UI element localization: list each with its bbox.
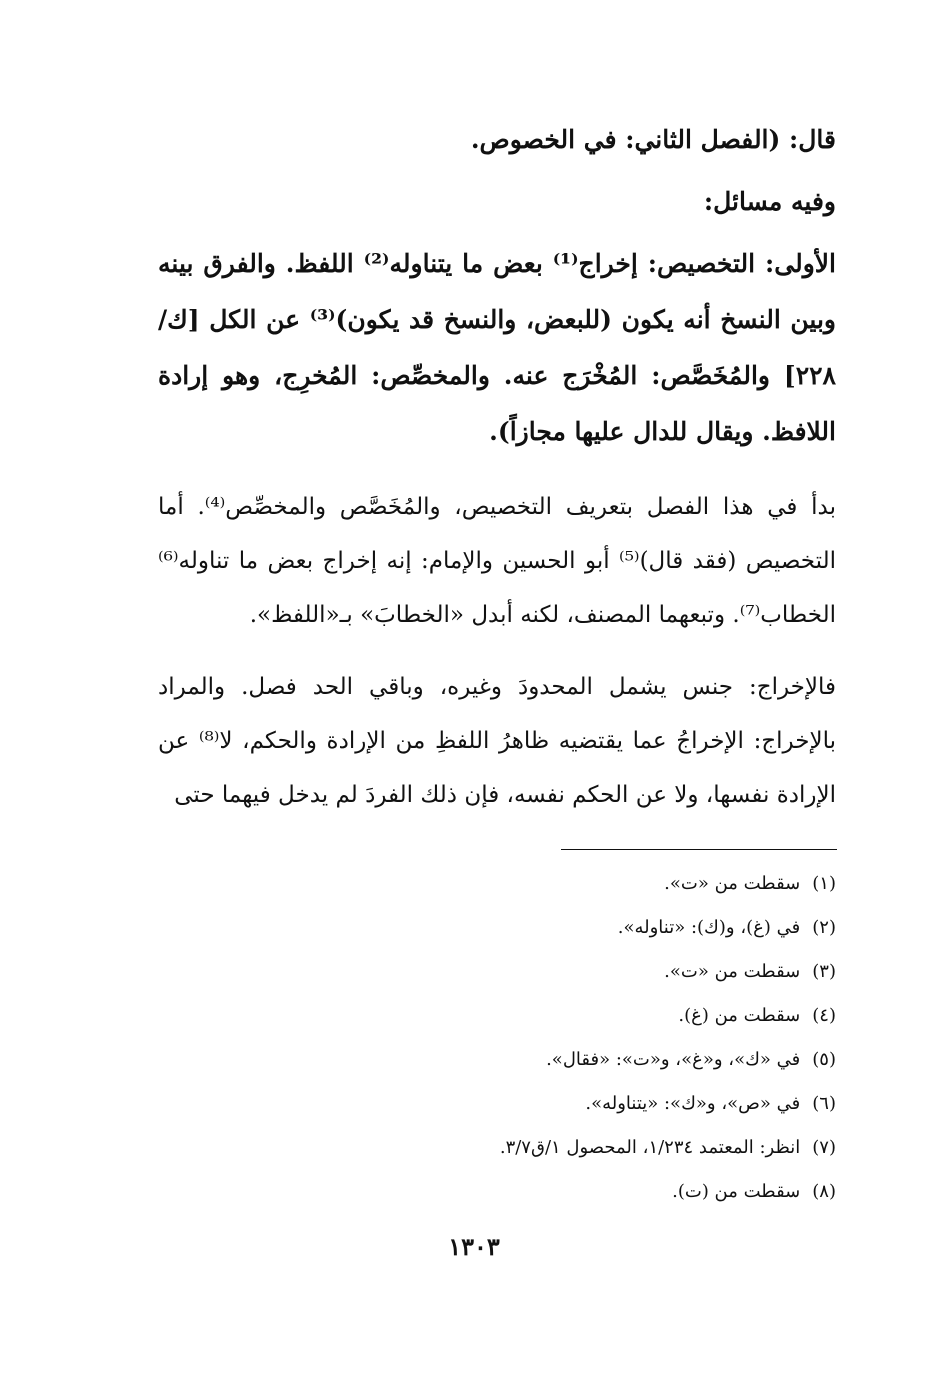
- footnote-text: في «ك»، و«غ»، و«ت»: «فقال».: [546, 1049, 801, 1070]
- footnote-number: (٣): [812, 961, 836, 982]
- section-subheading: وفيه مسائل:: [703, 187, 836, 216]
- footnote-item: [136, 950, 836, 994]
- footnote-item: [136, 994, 836, 1038]
- footnote-number: (٨): [812, 1181, 836, 1202]
- footnote-text: في (غ)، و(ك): «تناوله».: [617, 917, 801, 938]
- footnote-item: [136, 1126, 836, 1170]
- footnote-number: (٥): [812, 1049, 836, 1070]
- footnote-number: (١): [812, 873, 836, 894]
- footnote-text: سقطت من «ت».: [664, 961, 801, 982]
- page-number: ١٣٠٣: [448, 1232, 500, 1261]
- footnote-text: سقطت من «ت».: [664, 873, 801, 894]
- commentary-paragraph-1: بدأ في هذا الفصل بتعريف التخصيص، والمُخَصَّص والمخصِّص⁽⁴⁾. أما التخصيص (فقد قال)⁽⁵⁾ أبو الحسين والإمام: إنه إخراج بعض ما تناوله⁽⁶⁾ الخطاب⁽⁷⁾. وتبعهما المصنف، لكنه أبدل «الخطابَ» بـ«اللفظ».: [158, 494, 836, 628]
- footnote-text: سقطت من (ت).: [672, 1181, 801, 1202]
- footnote-item: [136, 906, 836, 950]
- footnote-item: [136, 1082, 836, 1126]
- footnote-number: (٤): [812, 1005, 836, 1026]
- commentary-paragraph-2: فالإخراج: جنس يشمل المحدودَ وغيره، وباقي الحد فصل. والمراد بالإخراج: الإخراجُ عما يقتضيه ظاهرُ اللفظِ من الإرادة والحكم، لا⁽⁸⁾ عن الإرادة نفسها، ولا عن الحكم نفسه، فإن ذلك الفردَ لم يدخل فيهما حتى: [158, 674, 836, 808]
- matn-paragraph: الأولى: التخصيص: إخراج⁽¹⁾ بعض ما يتناوله⁽²⁾ اللفظ. والفرق بينه وبين النسخ أنه يكون (للبعض، والنسخ قد يكون)⁽³⁾ عن الكل [ك/٢٢٨] والمُخَصَّص: المُخْرَج عنه. والمخصِّص: المُخرِج، وهو إرادة اللافظ. ويقال للدال عليها مجازاً).: [158, 249, 836, 446]
- chapter-heading: قال: (الفصل الثاني: في الخصوص.: [470, 125, 836, 154]
- footnotes: [136, 862, 836, 1214]
- footnote-number: (٢): [812, 917, 836, 938]
- footnote-text: في «ص»، و«ك»: «يتناوله».: [585, 1093, 801, 1114]
- main-text: [158, 112, 836, 822]
- footnote-text: انظر: المعتمد ١/٢٣٤، المحصول ١/ق٣/٧.: [499, 1137, 801, 1158]
- footnote-item: [136, 1038, 836, 1082]
- footnote-separator: [561, 849, 837, 850]
- footnote-number: (٧): [812, 1137, 836, 1158]
- footnote-number: (٦): [812, 1093, 836, 1114]
- footnote-item: [136, 1170, 836, 1214]
- footnote-text: سقطت من (غ).: [678, 1005, 801, 1026]
- footnote-item: [136, 862, 836, 906]
